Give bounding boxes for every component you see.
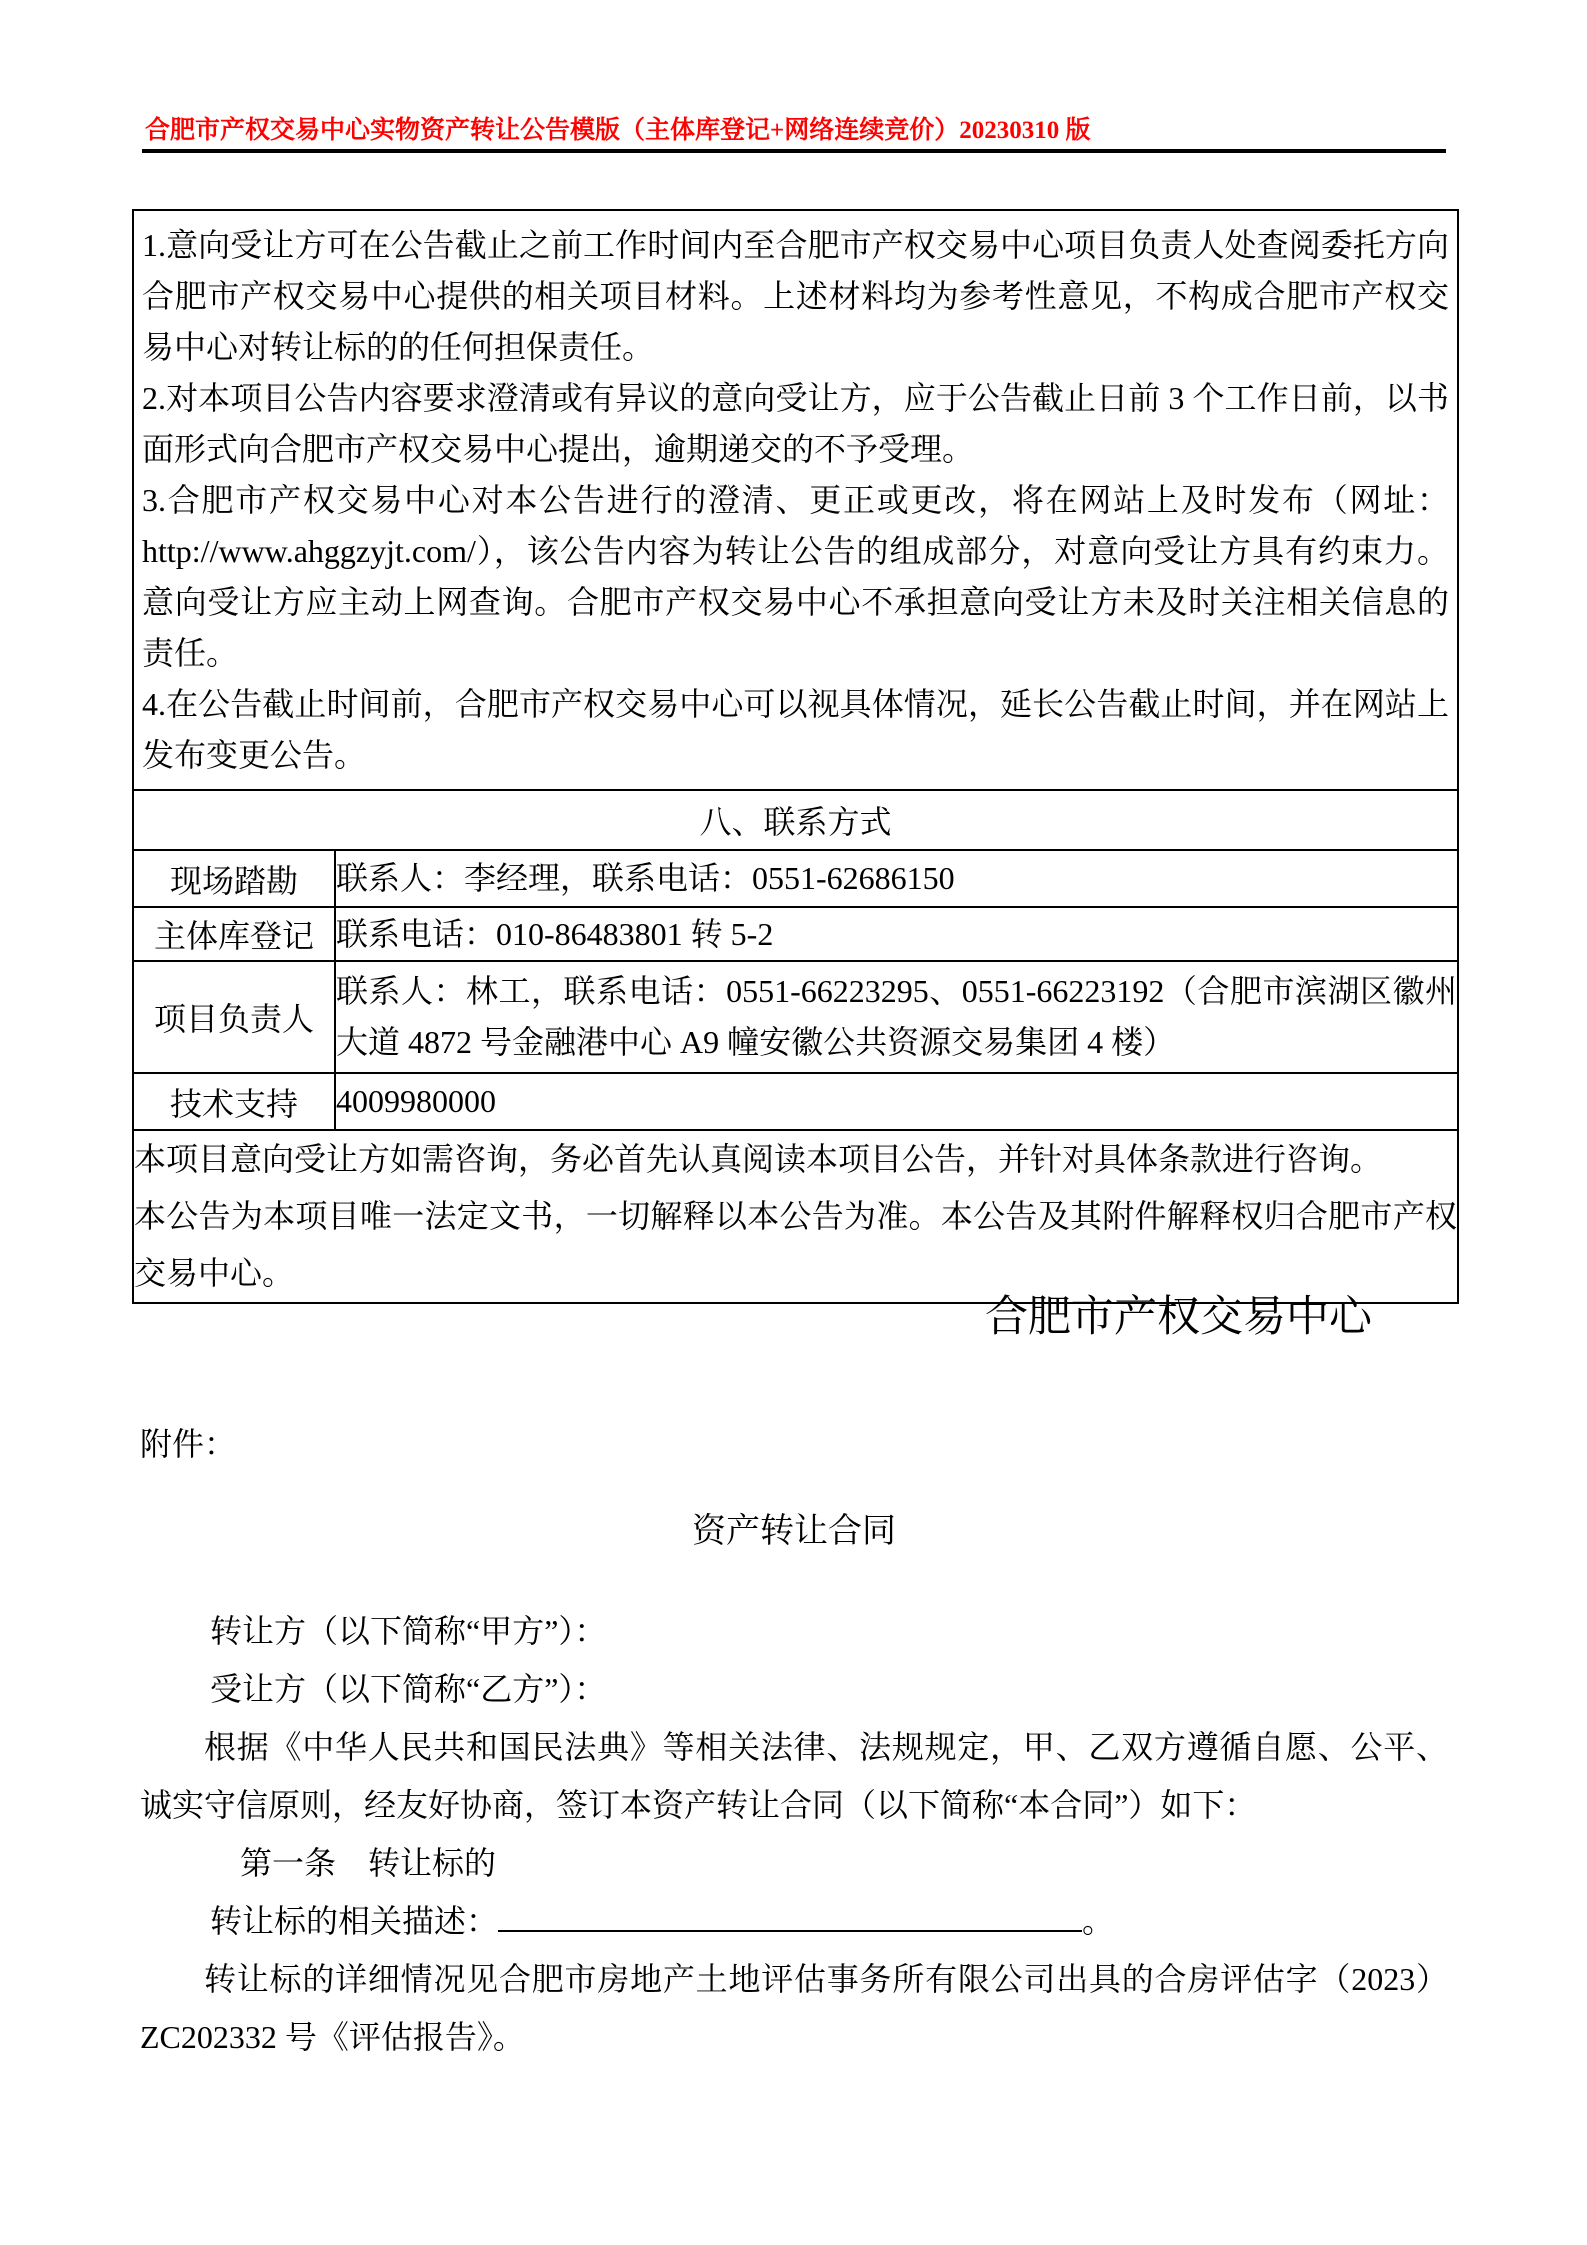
- party-b-line: 受让方（以下简称“乙方”）：: [210, 1671, 607, 1707]
- appraisal-detail: 转让标的详细情况见合肥市房地产土地评估事务所有限公司出具的合房评估字（2023）ZC202332 号《评估报告》。: [140, 1961, 1448, 2055]
- party-a-line: 转让方（以下简称“甲方”）：: [210, 1613, 607, 1649]
- attachment-section: [140, 1415, 1448, 2066]
- footer-paragraph-2: 本公告为本项目唯一法定文书，一切解释以本公告为准。本公告及其附件解释权归合肥市产权交易中心。: [134, 1198, 1457, 1291]
- table-footer-row: [134, 1130, 1457, 1302]
- blank-fill-line: [498, 1896, 1082, 1932]
- notice-box: [132, 209, 1459, 1304]
- table-row-registry: [134, 907, 1457, 961]
- transfer-description-line: [140, 1892, 1448, 1950]
- table-row-project-manager: [134, 961, 1457, 1073]
- row-value-tech-support: 4009980000: [335, 1073, 1457, 1130]
- transfer-description-suffix: 。: [1082, 1903, 1115, 1939]
- contact-section-title: 八、联系方式: [134, 791, 1457, 850]
- row-value-project-manager: 联系人：林工，联系电话：0551-66223295、0551-66223192（合肥市滨湖区徽州大道 4872 号金融港中心 A9 幢安徽公共资源交易集团 4 楼）: [335, 961, 1457, 1073]
- attachment-label: 附件：: [140, 1426, 237, 1462]
- transfer-description-label: 转让标的相关描述：: [210, 1903, 499, 1939]
- row-label-registry: 主体库登记: [134, 907, 335, 961]
- notice-paragraph-4: 4.在公告截止时间前，合肥市产权交易中心可以视具体情况，延长公告截止时间，并在网站上发布变更公告。: [142, 686, 1449, 773]
- table-row-tech-support: [134, 1073, 1457, 1130]
- table-row-site-survey: [134, 850, 1457, 907]
- row-value-registry: 联系电话：010-86483801 转 5-2: [335, 907, 1457, 961]
- notice-paragraph-3: 3.合肥市产权交易中心对本公告进行的澄清、更正或更改，将在网站上及时发布（网址：http://www.ahggzyjt.com/），该公告内容为转让公告的组成部分，对意向受让方具有约束力。意向受让方应主动上网查询。合肥市产权交易中心不承担意向受让方未及时关注相关信息的责任。: [142, 482, 1449, 671]
- row-label-site-survey: 现场踏勘: [134, 850, 335, 907]
- issuer-signature: 合肥市产权交易中心: [985, 1294, 1372, 1341]
- contact-table-wrap: [134, 789, 1457, 1302]
- notice-paragraph-1: 1.意向受让方可在公告截止之前工作时间内至合肥市产权交易中心项目负责人处查阅委托方向合肥市产权交易中心提供的相关项目材料。上述材料均为参考性意见，不构成合肥市产权交易中心对转让标的的任何担保责任。: [142, 227, 1449, 365]
- contract-intro: 根据《中华人民共和国民法典》等相关法律、法规规定，甲、乙双方遵循自愿、公平、诚实守信原则，经友好协商，签订本资产转让合同（以下简称“本合同”）如下：: [140, 1729, 1448, 1823]
- notice-paragraph-2: 2.对本项目公告内容要求澄清或有异议的意向受让方，应于公告截止日前 3 个工作日前，以书面形式向合肥市产权交易中心提出，逾期递交的不予受理。: [142, 380, 1449, 467]
- contact-section-title-row: [134, 791, 1457, 850]
- contact-table: [134, 791, 1457, 1302]
- header-divider: [142, 149, 1446, 153]
- row-value-site-survey: 联系人：李经理，联系电话：0551-62686150: [335, 850, 1457, 907]
- contract-title: 资产转让合同: [692, 1513, 896, 1550]
- table-footer: [134, 1130, 1457, 1302]
- notice-paragraphs: [134, 211, 1457, 789]
- template-header-title: 合肥市产权交易中心实物资产转让公告模版（主体库登记+网络连续竞价）20230310 版: [145, 117, 1091, 144]
- row-label-project-manager: 项目负责人: [134, 961, 335, 1073]
- row-label-tech-support: 技术支持: [134, 1073, 335, 1130]
- footer-paragraph-1: 本项目意向受让方如需咨询，务必首先认真阅读本项目公告，并针对具体条款进行咨询。: [134, 1141, 1383, 1177]
- article-1-title: 第一条 转让标的: [240, 1845, 497, 1881]
